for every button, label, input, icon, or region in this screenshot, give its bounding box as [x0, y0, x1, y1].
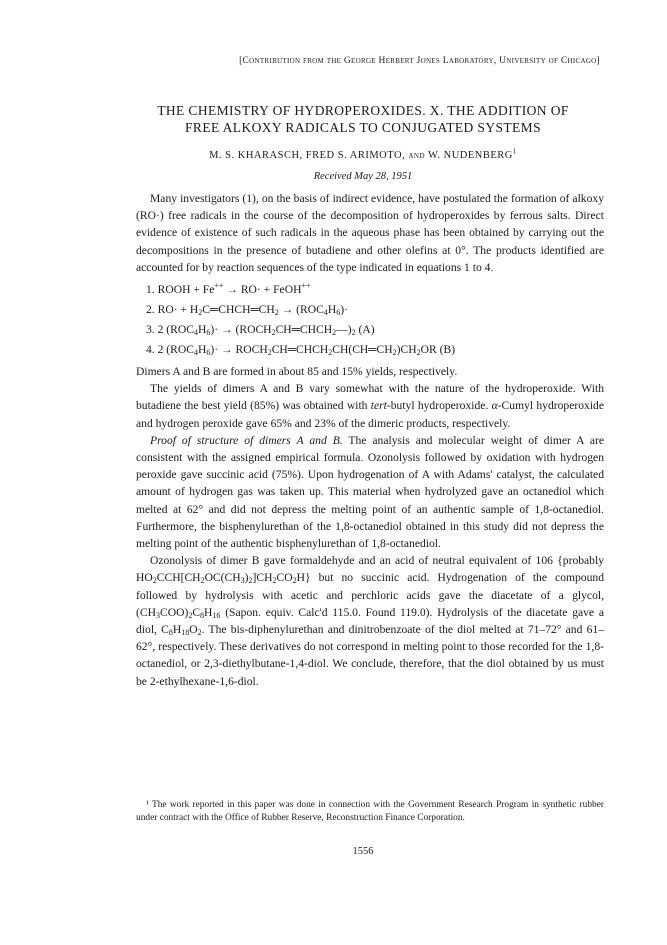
author-and: and — [408, 151, 425, 161]
author-names: M. S. KHARASCH, FRED S. ARIMOTO, — [209, 150, 406, 161]
paragraph-proof: Proof of structure of dimers A and B. The analysis and molecular weight of dimer A are consistent with the assigned empirical formula. Ozonolysis followed by oxidation with hydrogen peroxide gave succinic acid (75%). Upon hydrogenation of A with Adams' catalyst, the calculated amount of hydrogen gas was taken up. This material when hydrolyzed gave an octanediol which melted at 62° and did not depress the melting point of an authentic sample of 1,8-octanediol. Furthermore, the bisphenylurethan of the 1,8-octanediol obtained in this study did not depress the melting point of the authentic bisphenylurethan of 1,8-octanediol. — [136, 433, 604, 551]
received-date: Received May 28, 1951 — [313, 171, 413, 182]
author-footnote-mark: 1 — [512, 147, 517, 156]
article-body — [136, 190, 604, 690]
contribution-header: [Contribution from the George Herbert Jones Laboratory, University of Chicago] — [239, 56, 600, 66]
footnote: ¹ The work reported in this paper was done in connection with the Government Research Program in synthetic rubber under contract with the Office of Rubber Reserve, Reconstruction Finance Corporation. — [136, 800, 604, 823]
page-number: 1556 — [352, 846, 374, 857]
title-line-1: THE CHEMISTRY OF HYDROPEROXIDES. X. THE ADDITION OF — [157, 103, 569, 118]
equation-block — [146, 280, 604, 360]
author-last: W. NUDENBERG — [427, 150, 513, 161]
equation-2: 2. $RO\cdot + H_2C═CHCH═CH_2 \to (ROC_4H_6)\cdot$ — [146, 303, 348, 318]
equation-3: 3. 2 $(ROC_4H_6)\cdot$ → $(ROCH_2CH═CHCH_2—)_2$ (A) — [146, 323, 375, 338]
author-line — [118, 147, 608, 161]
equation-1: 1. ROOH + Fe++ → RO· + FeOH++ — [146, 281, 311, 297]
proof-heading: Proof of structure of dimers A and B. — [150, 433, 343, 447]
paragraph-intro: Many investigators (1), on the basis of indirect evidence, have postulated the formation of alkoxy (RO·) free radicals in the course of the decomposition of hydroperoxides by ferrous salts. Direct evidence of existence of such radicals in the aqueous phase has been obtained by carrying out the decompositions in the presence of butadiene and other olefins at 0°. The products identified are accounted for by reaction sequences of the type indicated in equations 1 to 4. — [136, 192, 604, 274]
title-line-2: FREE ALKOXY RADICALS TO CONJUGATED SYSTEMS — [185, 120, 541, 135]
paragraph-yields: The yields of dimers A and B vary somewhat with the nature of the hydroperoxide. With butadiene the best yield (85%) was obtained with tert-butyl hydroperoxide. α-Cumyl hydroperoxide and hydrogen peroxide gave 65% and 23% of the dimeric products, respectively. — [136, 382, 604, 430]
paragraph-dimers: Dimers A and B are formed in about 85 and 15% yields, respectively. — [136, 365, 458, 379]
equation-4: 4. 2 $(ROC_4H_6)\cdot$ → $ROCH_2CH═CHCH_2CH(CH═CH_2)CH_2OR$ (B) — [146, 343, 456, 358]
paper-title — [118, 102, 608, 136]
paragraph-ozonolysis: Ozonolysis of dimer B gave formaldehyde and an acid of neutral equivalent of 106 {probably $HO_2CCH[CH_2OC(CH_3)_2]CH_2CO_2H$} but no succinic acid. Hydrogenation of the compound followed by hydrolysis with acetic and perchloric acids gave the diacetate of a glycol, $(CH_3COO)_2C_8H_{16}$ (Sapon. equiv. Calc'd 115.0. Found 119.0). Hydrolysis of the diacetate gave a diol, $C_8H_{18}O_2$. The bis-diphenylurethan and dinitrobenzoate of the diol melted at 71–72° and 61–62°, respectively. These derivatives do not correspond in melting point to those recorded for the 1,8-octanediol, or 2,3-diethylbutane-1,4-diol. We conclude, therefore, that the diol obtained by us must be 2-ethylhexane-1,6-diol. — [136, 554, 604, 688]
